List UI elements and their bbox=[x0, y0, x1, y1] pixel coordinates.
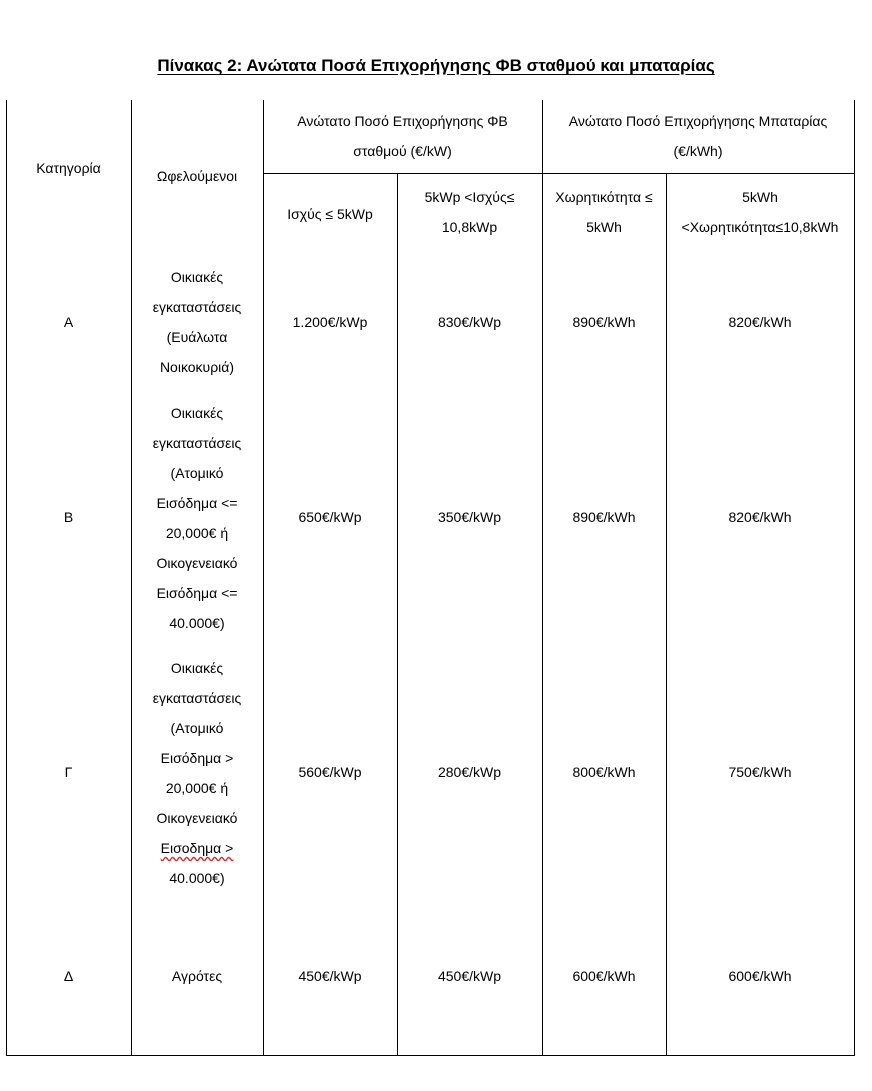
row-category: Γ bbox=[64, 764, 73, 780]
row-battery-low: 890€/kWh bbox=[572, 314, 636, 330]
header-category: Κατηγορία bbox=[36, 160, 101, 176]
header-battery-group: Ανώτατο Ποσό Επιχορήγησης Μπαταρίας (€/kWh) bbox=[568, 113, 828, 159]
row-beneficiaries: Οικιακές εγκαταστάσεις (Ατομικό Εισόδημα > 20,000€ ή Οικογενειακό Εισοδημα > 40.000€) bbox=[152, 660, 242, 886]
row-pv-high: 280€/kWp bbox=[437, 764, 502, 780]
row-pv-low: 560€/kWp bbox=[298, 764, 362, 780]
grid-line bbox=[854, 100, 855, 1055]
row-pv-high: 350€/kWp bbox=[437, 509, 502, 525]
header-pv-high: 5kWp <Ισχύς≤ 10,8kWp bbox=[424, 189, 515, 235]
header-pv-group: Ανώτατο Ποσό Επιχορήγησης ΦΒ σταθμού (€/kW) bbox=[297, 113, 508, 159]
row-category: Β bbox=[63, 509, 74, 525]
grid-line bbox=[6, 1055, 855, 1056]
row-battery-high: 820€/kWh bbox=[728, 509, 792, 525]
table-title: Πίνακας 2: Ανώτατα Ποσά Επιχορήγησης ΦΒ σταθμού και μπαταρίας bbox=[157, 56, 715, 75]
row-beneficiaries: Οικιακές εγκαταστάσεις (Ατομικό Εισόδημα <= 20,000€ ή Οικογενειακό Εισόδημα <= 40.000€) bbox=[152, 405, 242, 631]
row-pv-high: 450€/kWp bbox=[437, 968, 502, 984]
grid-line bbox=[263, 173, 854, 174]
row-pv-low: 1.200€/kWp bbox=[292, 314, 368, 330]
row-battery-high: 820€/kWh bbox=[728, 314, 792, 330]
header-pv-low: Ισχύς ≤ 5kWp bbox=[287, 206, 373, 222]
header-battery-low: Χωρητικότητα ≤ 5kWh bbox=[555, 189, 653, 235]
row-battery-low: 890€/kWh bbox=[572, 509, 636, 525]
header-battery-high: 5kWh <Χωρητικότητα≤10,8kWh bbox=[681, 189, 839, 235]
grid-line bbox=[263, 100, 264, 1055]
row-battery-low: 600€/kWh bbox=[572, 968, 636, 984]
row-battery-low: 800€/kWh bbox=[572, 764, 636, 780]
row-category: Α bbox=[63, 314, 74, 330]
row-beneficiaries: Οικιακές εγκαταστάσεις (Ευάλωτα Νοικοκυριά) bbox=[152, 269, 242, 375]
row-pv-low: 650€/kWp bbox=[298, 509, 362, 525]
row-battery-high: 600€/kWh bbox=[728, 968, 792, 984]
row-category: Δ bbox=[63, 968, 74, 984]
spellcheck-flagged-text: Εισοδημα > bbox=[160, 840, 234, 856]
row-battery-high: 750€/kWh bbox=[728, 764, 792, 780]
row-pv-low: 450€/kWp bbox=[298, 968, 362, 984]
grid-line bbox=[6, 100, 7, 1055]
header-beneficiaries: Ωφελούμενοι bbox=[156, 168, 238, 184]
row-pv-high: 830€/kWp bbox=[437, 314, 502, 330]
row-beneficiaries: Αγρότες bbox=[171, 968, 223, 984]
